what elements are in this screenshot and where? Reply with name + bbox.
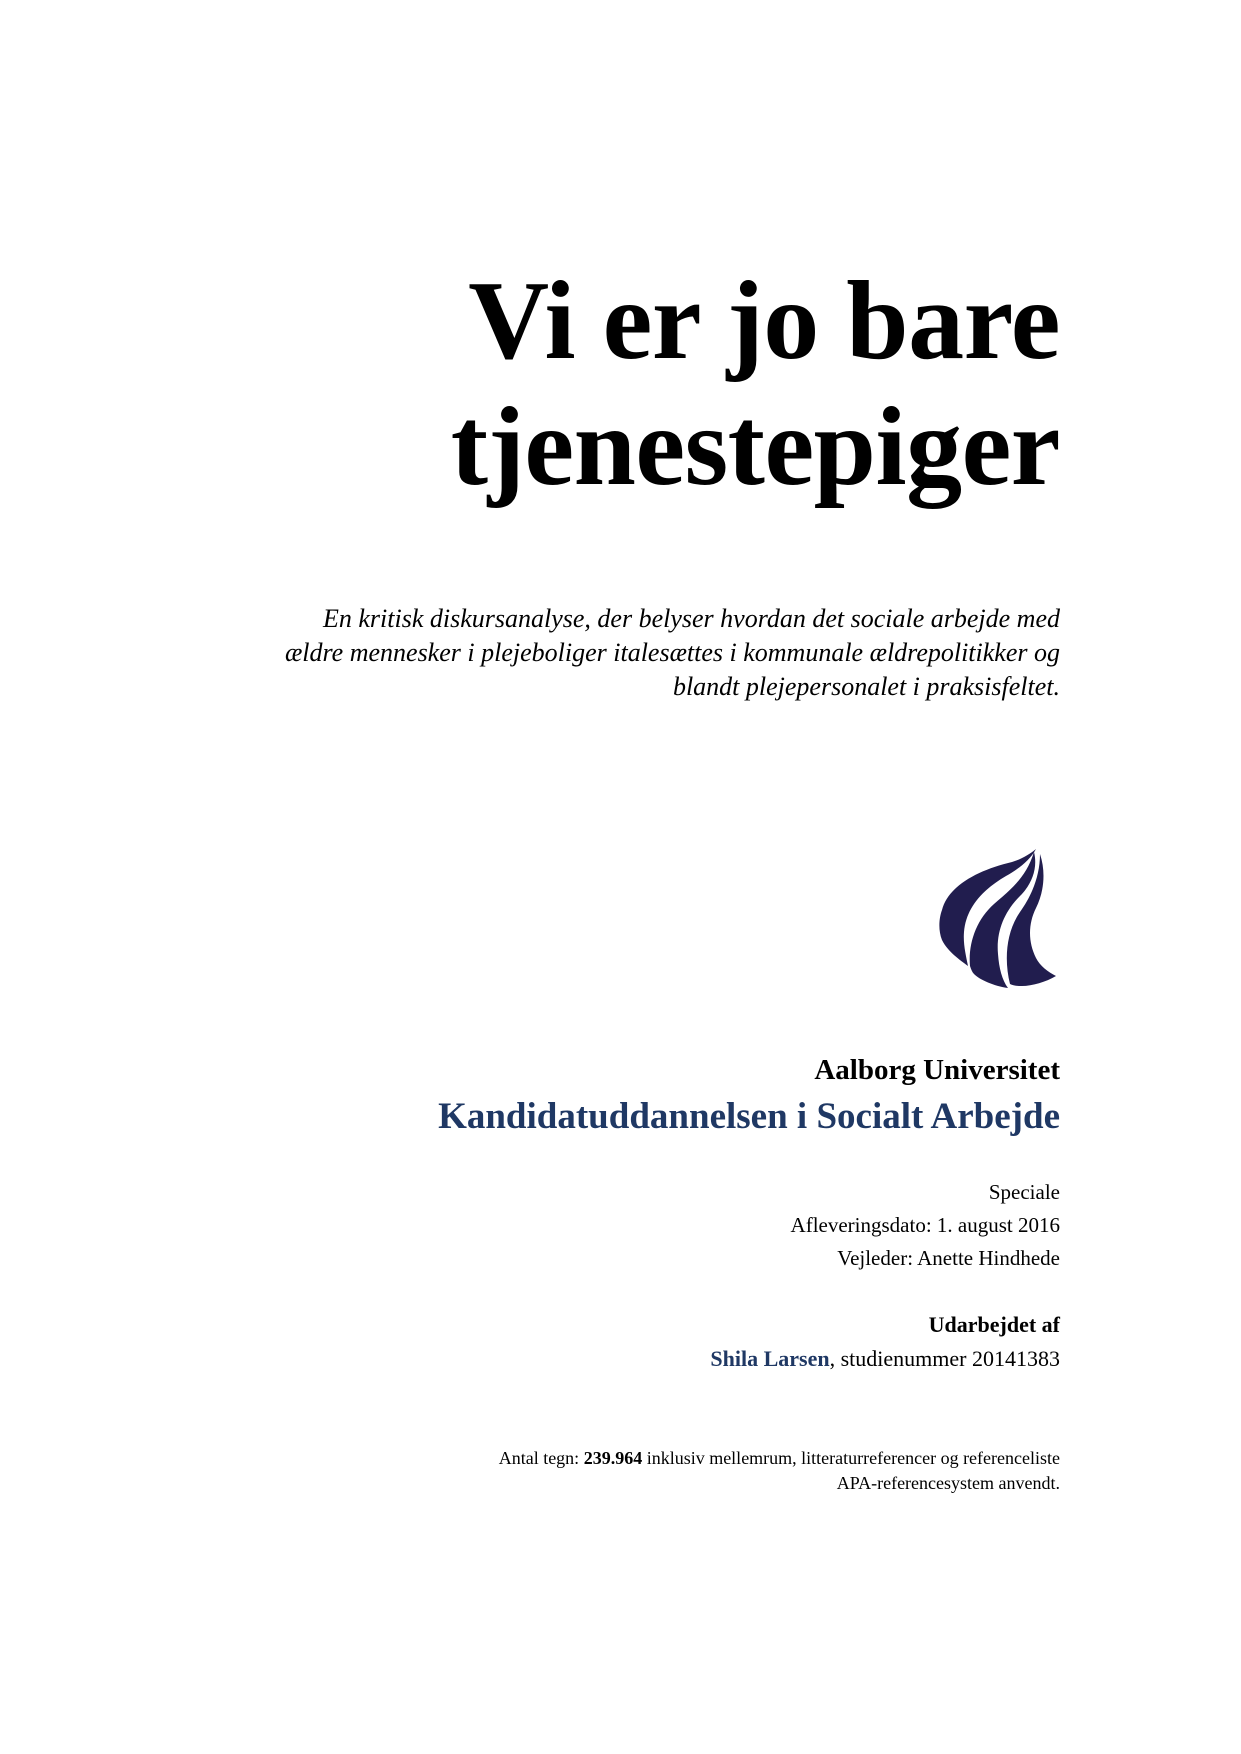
footer-note (260, 1446, 1060, 1496)
university-name: Aalborg Universitet (814, 1054, 1060, 1086)
reference-system: APA-referencesystem anvendt. (836, 1473, 1060, 1493)
thesis-details (460, 1176, 1060, 1275)
student-number: , studienummer 20141383 (829, 1346, 1060, 1371)
aalborg-university-logo-icon (930, 848, 1060, 988)
title-line-2: tjenestepiger (450, 385, 1060, 509)
subtitle-line-1: En kritisk diskursanalyse, der belyser hvordan det sociale arbejde med (323, 604, 1060, 633)
author-heading: Udarbejdet af (928, 1312, 1060, 1337)
author-block (360, 1308, 1060, 1376)
subtitle-line-2: ældre mennesker i plejeboliger italesættes i kommunale ældrepolitikker og (284, 638, 1060, 667)
submission-date: Afleveringsdato: 1. august 2016 (790, 1213, 1060, 1237)
char-count-suffix: inklusiv mellemrum, litteraturreferencer og referenceliste (642, 1448, 1060, 1468)
char-count-value: 239.964 (583, 1448, 643, 1468)
char-count-label: Antal tegn: (498, 1448, 584, 1468)
title-line-1: Vi er jo bare (468, 259, 1060, 383)
document-title (160, 258, 1060, 510)
supervisor: Vejleder: Anette Hindhede (837, 1246, 1060, 1270)
program-name: Kandidatuddannelsen i Socialt Arbejde (438, 1096, 1060, 1137)
thesis-type: Speciale (988, 1180, 1060, 1204)
subtitle-line-3: blandt plejepersonalet i praksisfeltet. (672, 672, 1060, 701)
author-line (360, 1342, 1060, 1376)
document-subtitle (160, 602, 1060, 704)
author-name: Shila Larsen (710, 1346, 830, 1371)
character-count-line (260, 1446, 1060, 1471)
